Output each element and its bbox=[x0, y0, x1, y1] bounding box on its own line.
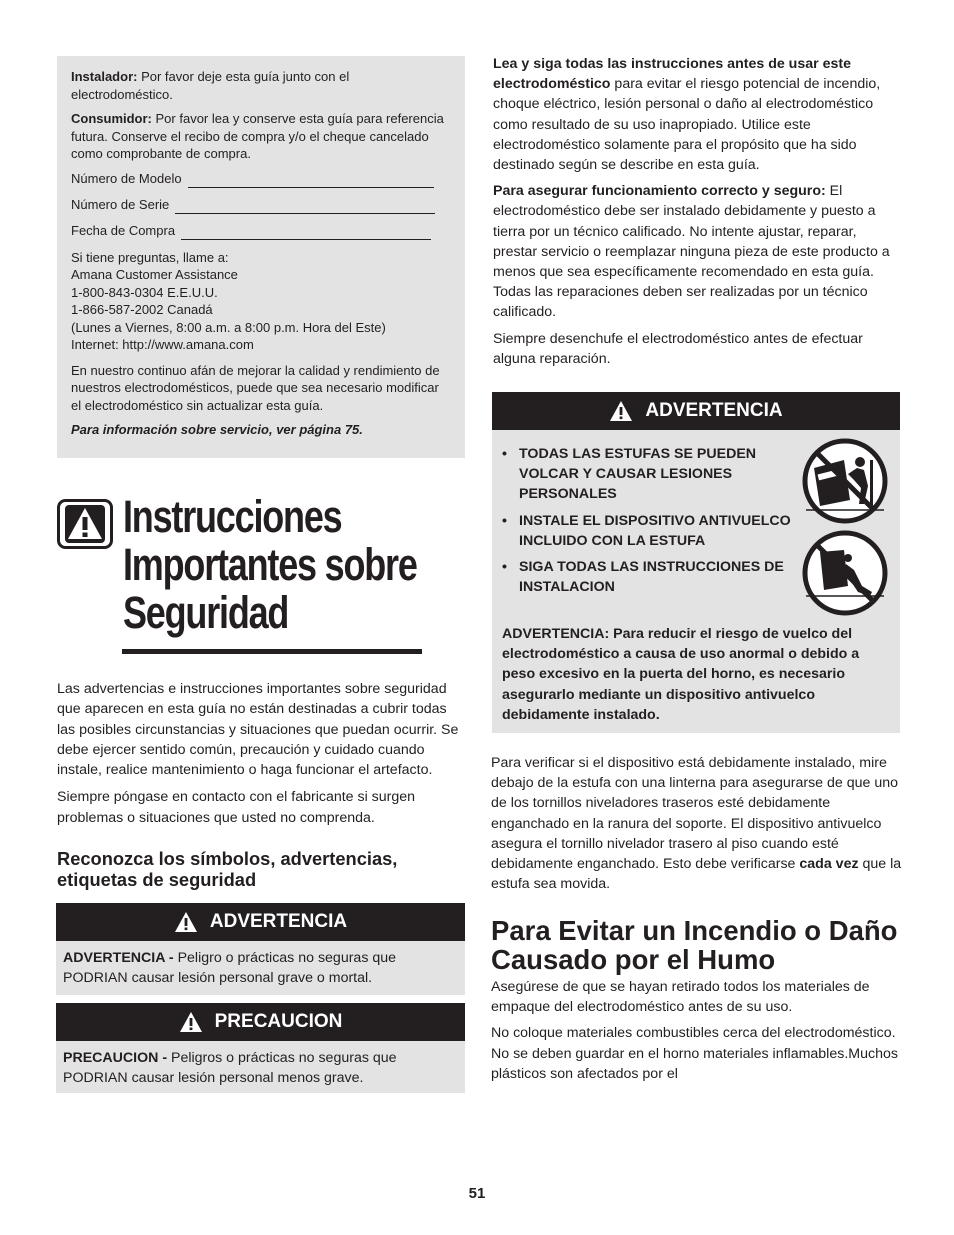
no-climbing-on-door-icon bbox=[802, 438, 888, 524]
serial-number-line bbox=[71, 196, 451, 214]
model-number-line bbox=[71, 170, 451, 188]
advertencia-definition-box bbox=[56, 903, 465, 995]
installer-note bbox=[71, 68, 451, 103]
installer-label: Instalador: bbox=[71, 69, 138, 84]
warning-bullet: • TODAS LAS ESTUFAS SE PUEDEN VOLCAR Y CAUSAR LESIONES PERSONALES bbox=[502, 444, 792, 505]
owner-info-box bbox=[57, 56, 465, 458]
serial-number-label: Número de Serie bbox=[71, 197, 170, 212]
page-number: 51 bbox=[468, 1185, 486, 1202]
title-line-2: Importantes sobre bbox=[123, 539, 417, 590]
warning-triangle-icon bbox=[57, 499, 113, 549]
read-instructions-lead: Lea y siga todas las instrucciones antes de usar este electrodoméstico bbox=[493, 56, 851, 93]
warning-bullet: • SIGA TODAS LAS INSTRUCCIONES DE INSTALACION bbox=[502, 557, 792, 597]
purchase-date-blank[interactable] bbox=[181, 227, 431, 240]
packaging-paragraph: Asegúrese de que se hayan retirado todos los materiales de empaque del electrodoméstico antes de su uso. bbox=[491, 979, 870, 1016]
consumer-note bbox=[71, 110, 451, 163]
contact-line: Internet: http://www.amana.com bbox=[71, 337, 254, 352]
usage-instructions bbox=[493, 54, 903, 375]
title-line-3: Seguridad bbox=[123, 587, 289, 638]
improvement-note: En nuestro continuo afán de mejorar la calidad y rendimiento de nuestros electrodomésticos, puede que sea necesario modificar el electrodoméstico sin actualizar esta guía. bbox=[71, 362, 440, 413]
anti-tip-check-tail: que la estufa sea movida. bbox=[491, 856, 902, 893]
anti-tip-check-emphasis: cada vez bbox=[799, 856, 859, 873]
tip-over-warning-list bbox=[502, 444, 792, 603]
advertencia-definition bbox=[56, 941, 465, 995]
model-number-blank[interactable] bbox=[188, 175, 434, 188]
warning-triangle-icon bbox=[174, 911, 198, 933]
precaucion-definition-box bbox=[56, 1003, 465, 1093]
anti-tip-warning-text: ADVERTENCIA: Para reducir el riesgo de vuelco del electrodoméstico a causa de uso anormal o debido a peso excesivo en la puerta del horno, es necesario asegurarlo mediante un dispositivo antivuelco debidamente instalado. bbox=[502, 626, 860, 723]
warning-triangle-icon bbox=[179, 1011, 203, 1033]
contact-line: 1-800-843-0304 E.E.U.U. bbox=[71, 284, 218, 300]
advertencia-lead: ADVERTENCIA - bbox=[63, 950, 174, 966]
title-line-1: Instrucciones bbox=[123, 491, 342, 542]
contact-manufacturer-paragraph: Siempre póngase en contacto con el fabricante si surgen problemas o situaciones que usted no comprenda. bbox=[57, 789, 416, 826]
read-instructions-paragraph bbox=[493, 54, 903, 175]
contact-line: 1-866-587-2002 Canadá bbox=[71, 302, 213, 317]
tip-over-warning-bar bbox=[492, 392, 900, 430]
consumer-label: Consumidor: bbox=[71, 111, 152, 126]
unplug-paragraph: Siempre desenchufe el electrodoméstico antes de efectuar alguna reparación. bbox=[493, 330, 863, 367]
service-note: Para información sobre servicio, ver página 75. bbox=[71, 422, 363, 437]
warning-triangle-icon bbox=[609, 400, 633, 422]
read-instructions-text: para evitar el riesgo potencial de incendio, choque eléctrico, lesión personal o daño al electrodoméstico como resultado de su uso inapropiado. Utilice este electrodoméstico solamente para el propósito que ha sido destinado según se describe en esta guía. bbox=[493, 76, 881, 174]
correct-operation-lead: Para asegurar funcionamiento correcto y seguro: bbox=[493, 183, 826, 200]
contact-line: (Lunes a Viernes, 8:00 a.m. a 8:00 p.m. Hora del Este) bbox=[71, 319, 386, 335]
fire-prevention-body bbox=[491, 977, 903, 1090]
advertencia-label: ADVERTENCIA bbox=[209, 911, 348, 932]
safety-title-block bbox=[57, 493, 437, 658]
safety-intro bbox=[57, 679, 465, 835]
serial-number-blank[interactable] bbox=[175, 201, 435, 214]
anti-tip-check-text: Para verificar si el dispositivo está debidamente instalado, mire debajo de la estufa con una linterna para asegurarse de que uno de los tornillos niveladores traseros esté debidamente enganchado en la ranura del soporte. El dispositivo antivuelco asegura el tornillo nivelador trasero al piso cuando esté debidamente enganchado. Esto debe verificarse bbox=[491, 755, 899, 873]
page-title bbox=[123, 493, 417, 637]
contact-line: Amana Customer Assistance bbox=[71, 267, 238, 282]
precaucion-bar bbox=[56, 1003, 465, 1041]
advertencia-text: Peligro o prácticas no seguras que PODRIAN causar lesión personal grave o mortal. bbox=[63, 950, 397, 986]
anti-tip-check-paragraph bbox=[491, 753, 903, 894]
purchase-date-label: Fecha de Compra bbox=[71, 223, 176, 238]
correct-operation-text: El electrodoméstico debe ser instalado debidamente y puesto a tierra por un técnico calificado. No intente ajustar, reparar, prestar servicio o reemplazar ninguna pieza de este producto a menos que sea específicamente recomendado en esta guía. Todas las reparaciones deben ser realizadas por un técnico calificado. bbox=[493, 183, 890, 321]
tip-over-warning-panel bbox=[492, 392, 900, 733]
purchase-date-line bbox=[71, 222, 451, 240]
combustibles-paragraph: No coloque materiales combustibles cerca del electrodoméstico. No se deben guardar en el horno materiales inflamables.Muchos plásticos son afectados por el bbox=[491, 1025, 898, 1082]
advertencia-bar bbox=[56, 903, 465, 941]
fire-prevention-heading: Para Evitar un Incendio o Daño Causado por el Humo bbox=[491, 915, 898, 975]
installer-text: Por favor deje esta guía junto con el electrodoméstico. bbox=[71, 69, 350, 102]
contact-info bbox=[71, 249, 451, 354]
warning-bullet: • INSTALE EL DISPOSITIVO ANTIVUELCO INCLUIDO CON LA ESTUFA bbox=[502, 511, 792, 551]
precaucion-lead: PRECAUCION - bbox=[63, 1050, 168, 1066]
precaucion-text: Peligros o prácticas no seguras que PODRIAN causar lesión personal menos grave. bbox=[63, 1050, 397, 1086]
model-number-label: Número de Modelo bbox=[71, 171, 182, 186]
no-stepping-on-door-icon bbox=[802, 530, 888, 616]
contact-line: Si tiene preguntas, llame a: bbox=[71, 249, 229, 265]
precaucion-label: PRECAUCION bbox=[214, 1011, 343, 1032]
symbols-subheading: Reconozca los símbolos, advertencias, etiquetas de seguridad bbox=[57, 848, 398, 890]
precaucion-definition bbox=[56, 1041, 465, 1095]
title-underline bbox=[122, 649, 422, 654]
intro-paragraph: Las advertencias e instrucciones importantes sobre seguridad que aparecen en esta guía no están destinadas a cubrir todas las posibles circunstancias y situaciones que puedan ocurrir. Se debe ejercer sentido común, precaución y cuidado cuando instale, realice mantenimiento o haga funcionar el artefacto. bbox=[57, 681, 459, 779]
consumer-text: Por favor lea y conserve esta guía para referencia futura. Conserve el recibo de compra y/o el cheque cancelado como comprobante de compra. bbox=[71, 111, 444, 161]
correct-operation-paragraph bbox=[493, 181, 903, 322]
tip-over-warning-label: ADVERTENCIA bbox=[645, 400, 783, 421]
